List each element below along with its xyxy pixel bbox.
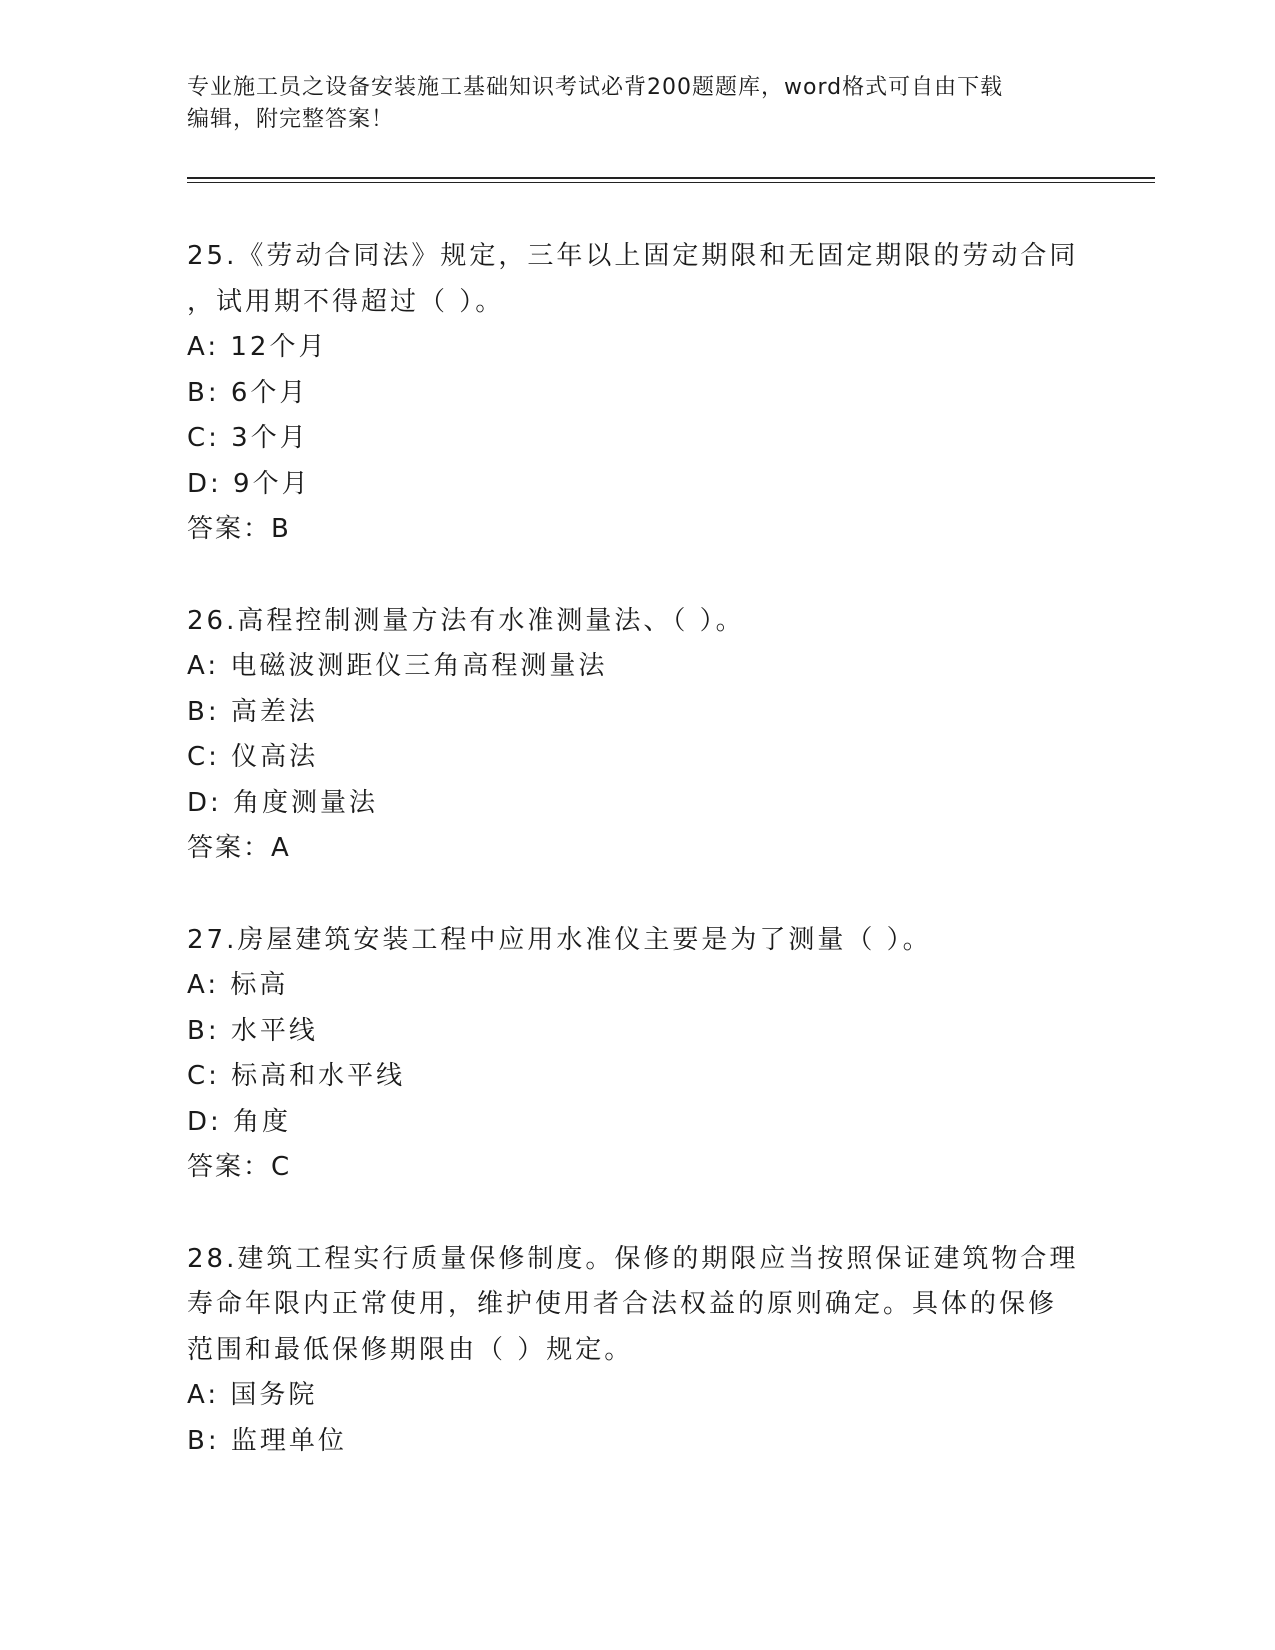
header-line: 编辑，附完整答案！ xyxy=(187,107,395,132)
option-d: D: 角度测量法 xyxy=(187,787,379,818)
header-divider xyxy=(187,182,1155,183)
option-b: B: 高差法 xyxy=(187,696,318,727)
option-b: B: 监理单位 xyxy=(187,1425,347,1456)
option-d: D: 角度 xyxy=(187,1106,292,1137)
question-stem: 范围和最低保修期限由（ ）规定。 xyxy=(187,1334,634,1365)
question-28 xyxy=(187,1237,1087,1465)
question-stem: 27.房屋建筑安装工程中应用水准仪主要是为了测量（ ）。 xyxy=(187,924,932,955)
answer: 答案：C xyxy=(187,1152,292,1182)
question-25 xyxy=(187,234,1087,553)
question-26 xyxy=(187,599,1087,872)
answer: 答案：A xyxy=(187,833,291,863)
question-27 xyxy=(187,918,1087,1191)
option-b: B: 水平线 xyxy=(187,1015,318,1046)
question-stem: ，试用期不得超过（ ）。 xyxy=(187,286,505,317)
question-stem: 寿命年限内正常使用，维护使用者合法权益的原则确定。具体的保修 xyxy=(187,1289,1058,1319)
header-line: 专业施工员之设备安装施工基础知识考试必背200题题库，word格式可自由下载 xyxy=(187,75,1004,100)
option-a: A: 国务院 xyxy=(187,1380,318,1410)
option-c: C: 标高和水平线 xyxy=(187,1061,406,1091)
header-divider xyxy=(187,177,1155,179)
question-stem: 26.高程控制测量方法有水准测量法、（ ）。 xyxy=(187,605,745,636)
document-header xyxy=(187,72,1067,136)
option-a: A: 标高 xyxy=(187,970,289,1000)
option-b: B: 6个月 xyxy=(187,377,309,408)
question-list xyxy=(187,234,1087,1510)
question-stem: 25.《劳动合同法》规定，三年以上固定期限和无固定期限的劳动合同 xyxy=(187,241,1079,271)
question-stem: 28.建筑工程实行质量保修制度。保修的期限应当按照保证建筑物合理 xyxy=(187,1243,1079,1274)
option-d: D: 9个月 xyxy=(187,468,311,499)
answer: 答案：B xyxy=(187,514,291,544)
option-a: A: 电磁波测距仪三角高程测量法 xyxy=(187,651,608,681)
option-a: A: 12个月 xyxy=(187,332,328,362)
option-c: C: 仪高法 xyxy=(187,742,319,772)
option-c: C: 3个月 xyxy=(187,423,309,453)
